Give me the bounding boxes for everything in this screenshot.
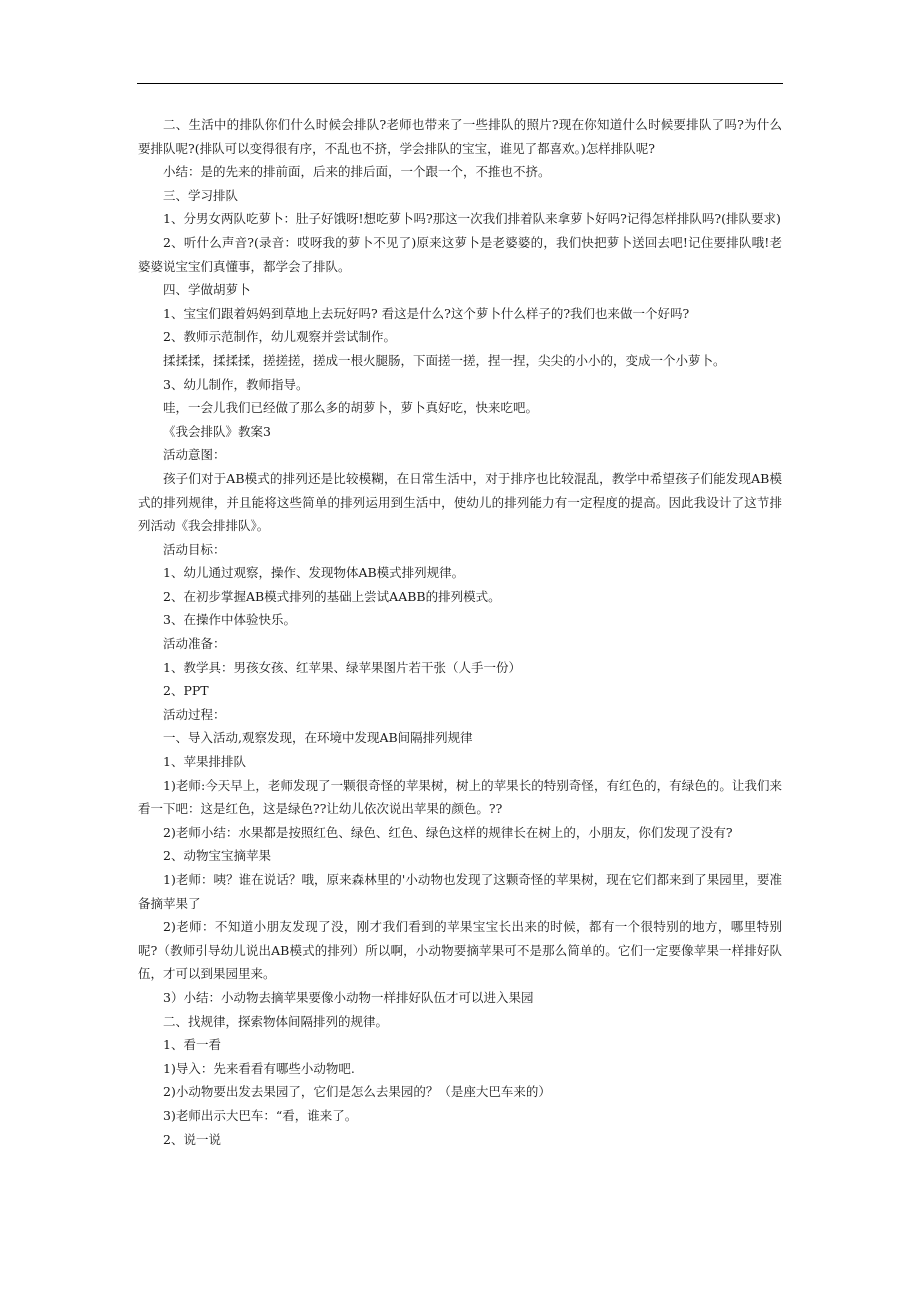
paragraph: 二、生活中的排队你们什么时候会排队?老师也带来了一些排队的照片?现在你知道什么时候要排队了吗?为什么要排队呢?(排队可以变得很有序，不乱也不挤，学会排队的宝宝，谁见了都喜欢。)怎样排队呢? <box>138 117 782 156</box>
paragraph: 3、在操作中体验快乐。 <box>163 612 296 628</box>
paragraph: 3）小结：小动物去摘苹果要像小动物一样排好队伍才可以进入果园 <box>163 989 534 1005</box>
paragraph: 1、幼儿通过观察，操作、发现物体AB模式排列规律。 <box>163 565 465 581</box>
section-heading: 活动过程： <box>163 706 226 722</box>
paragraph: 1、宝宝们跟着妈妈到草地上去玩好吗? 看这是什么?这个萝卜什么样子的?我们也来做一个好吗? <box>163 305 690 321</box>
section-heading: 二、找规律，探索物体间隔排列的规律。 <box>163 1013 389 1029</box>
paragraph: 2)老师小结：水果都是按照红色、绿色、红色、绿色这样的规律长在树上的，小朋友，你们发现了没有? <box>163 824 733 840</box>
paragraph: 2)小动物要出发去果园了，它们是怎么去果园的？（是座大巴车来的） <box>163 1084 551 1100</box>
paragraph: 2、在初步掌握AB模式排列的基础上尝试AABB的排列模式。 <box>163 588 501 604</box>
paragraph: 1、分男女两队吃萝卜：肚子好饿呀!想吃萝卜吗?那这一次我们排着队来拿萝卜好吗?记得怎样排队吗?(排队要求) <box>163 211 781 227</box>
section-heading: 一、导入活动,观察发现，在环境中发现AB间隔排列规律 <box>163 730 473 746</box>
paragraph: 3)老师出示大巴车：“看，谁来了。 <box>163 1107 358 1123</box>
paragraph: 揉揉揉，揉揉揉，搓搓搓，搓成一根火腿肠，下面搓一搓，捏一捏，尖尖的小小的，变成一个小萝卜。 <box>163 352 726 368</box>
paragraph: 2、PPT <box>163 683 209 699</box>
section-heading: 活动目标： <box>163 541 226 557</box>
document-title: 《我会排队》教案3 <box>163 423 271 439</box>
paragraph: 1、教学具：男孩女孩、红苹果、绿苹果图片若干张（人手一份） <box>163 659 521 675</box>
section-heading: 三、学习排队 <box>163 187 239 203</box>
paragraph: 1)老师:今天早上，老师发现了一颗很奇怪的苹果树，树上的苹果长的特别奇怪，有红色的，有绿色的。让我们来看一下吧：这是红色，这是绿色??让幼儿依次说出苹果的颜色。?? <box>138 777 782 817</box>
paragraph: 3、幼儿制作，教师指导。 <box>163 376 309 392</box>
paragraph: 孩子们对于AB模式的排列还是比较模糊，在日常生活中，对于排序也比较混乱，教学中希望孩子们能发现AB模式的排列规律，并且能将这些简单的排列运用到生活中，使幼儿的排列能力有一定程度的提高。因此我设计了这节排列活动《我会排排队》。 <box>138 470 782 534</box>
paragraph: 2、说一说 <box>163 1131 221 1147</box>
section-heading: 活动准备： <box>163 636 226 652</box>
paragraph: 2、教师示范制作，幼儿观察并尝试制作。 <box>163 329 396 345</box>
header-rule <box>137 83 783 84</box>
paragraph: 1、苹果排排队 <box>163 754 246 770</box>
paragraph: 2、动物宝宝摘苹果 <box>163 848 271 864</box>
paragraph: 哇，一会儿我们已经做了那么多的胡萝卜，萝卜真好吃，快来吃吧。 <box>163 400 539 416</box>
paragraph: 小结：是的先来的排前面，后来的排后面，一个跟一个，不推也不挤。 <box>163 164 551 180</box>
paragraph: 1、看一看 <box>163 1037 221 1053</box>
paragraph: 1)老师：咦？谁在说话？哦，原来森林里的'小动物也发现了这颗奇怪的苹果树，现在它们都来到了果园里，要准备摘苹果了 <box>138 872 782 911</box>
section-heading: 四、学做胡萝卜 <box>163 282 251 298</box>
paragraph: 2、听什么声音?(录音：哎呀我的萝卜不见了)原来这萝卜是老婆婆的，我们快把萝卜送回去吧!记住要排队哦!老婆婆说宝宝们真懂事，都学会了排队。 <box>138 234 782 274</box>
paragraph: 1)导入：先来看看有哪些小动物吧. <box>163 1060 355 1076</box>
document-body <box>138 113 782 1151</box>
section-heading: 活动意图： <box>163 447 226 463</box>
paragraph: 2)老师：不知道小朋友发现了没，刚才我们看到的苹果宝宝长出来的时候，都有一个很特别的地方，哪里特别呢?（教师引导幼儿说出AB模式的排列）所以啊，小动物要摘苹果可不是那么简单的。它们一定要像苹果一样排好队伍，才可以到果园里来。 <box>138 919 782 982</box>
